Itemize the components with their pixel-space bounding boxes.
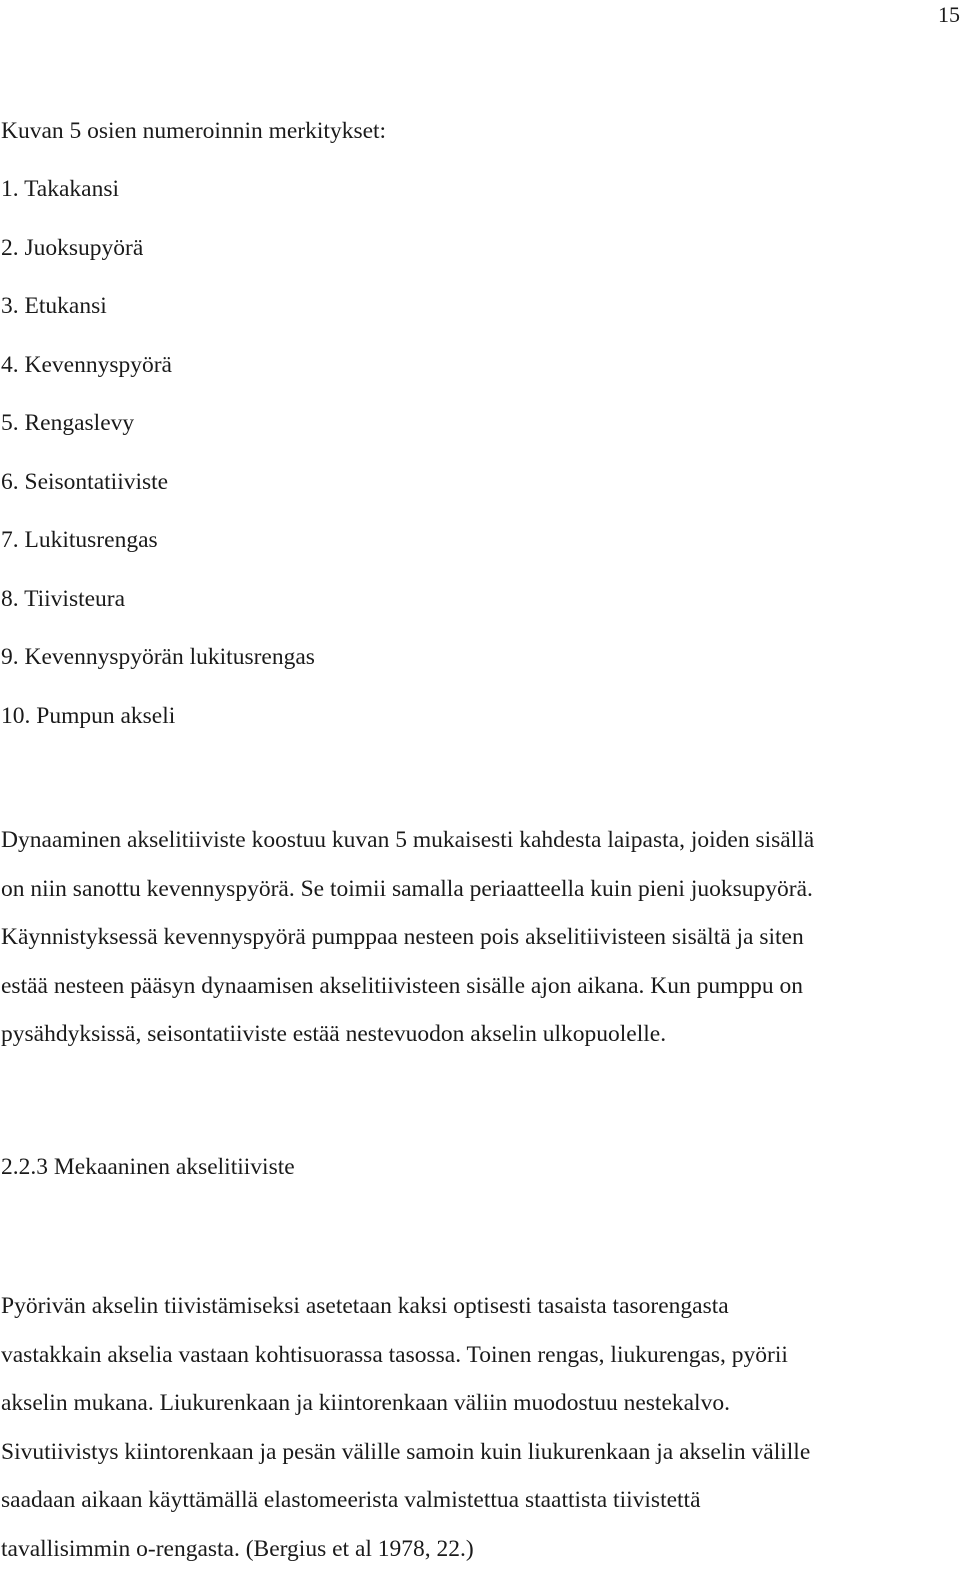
list-item: 1. Takakansi: [1, 175, 315, 234]
list-item: 6. Seisontatiiviste: [1, 468, 315, 527]
section-heading: 2.2.3 Mekaaninen akselitiiviste: [1, 1153, 295, 1181]
paragraph-line: estää nesteen pääsyn dynaamisen akselitiivisteen sisälle ajon aikana. Kun pumppu on: [1, 962, 949, 1011]
paragraph-line: pysähdyksissä, seisontatiiviste estää nestevuodon akselin ulkopuolelle.: [1, 1010, 949, 1059]
parts-list-intro: Kuvan 5 osien numeroinnin merkitykset:: [1, 117, 386, 145]
list-item: 10. Pumpun akseli: [1, 702, 315, 761]
paragraph-line: Sivutiivistys kiintorenkaan ja pesän välille samoin kuin liukurenkaan ja akselin välille: [1, 1428, 949, 1477]
list-item: 4. Kevennyspyörä: [1, 351, 315, 410]
page-number: 15: [938, 2, 960, 28]
paragraph-line: Pyörivän akselin tiivistämiseksi asetetaan kaksi optisesti tasaista tasorengasta: [1, 1282, 949, 1331]
list-item: 7. Lukitusrengas: [1, 526, 315, 585]
list-item: 5. Rengaslevy: [1, 409, 315, 468]
paragraph-line: saadaan aikaan käyttämällä elastomeerista valmistettua staattista tiivistettä: [1, 1476, 949, 1525]
list-item: 9. Kevennyspyörän lukitusrengas: [1, 643, 315, 702]
paragraph-line: akselin mukana. Liukurenkaan ja kiintorenkaan väliin muodostuu nestekalvo.: [1, 1379, 949, 1428]
parts-list: [1, 175, 315, 760]
list-item: 8. Tiivisteura: [1, 585, 315, 644]
list-item: 3. Etukansi: [1, 292, 315, 351]
paragraph-mechanical-seal: [1, 1282, 949, 1573]
list-item: 2. Juoksupyörä: [1, 234, 315, 293]
paragraph-line: tavallisimmin o-rengasta. (Bergius et al 1978, 22.): [1, 1525, 949, 1573]
paragraph-line: Dynaaminen akselitiiviste koostuu kuvan 5 mukaisesti kahdesta laipasta, joiden sisällä: [1, 816, 949, 865]
paragraph-line: Käynnistyksessä kevennyspyörä pumppaa nesteen pois akselitiivisteen sisältä ja siten: [1, 913, 949, 962]
paragraph-dynamic-seal: [1, 816, 949, 1059]
paragraph-line: on niin sanottu kevennyspyörä. Se toimii samalla periaatteella kuin pieni juoksupyörä.: [1, 865, 949, 914]
paragraph-line: vastakkain akselia vastaan kohtisuorassa tasossa. Toinen rengas, liukurengas, pyörii: [1, 1331, 949, 1380]
